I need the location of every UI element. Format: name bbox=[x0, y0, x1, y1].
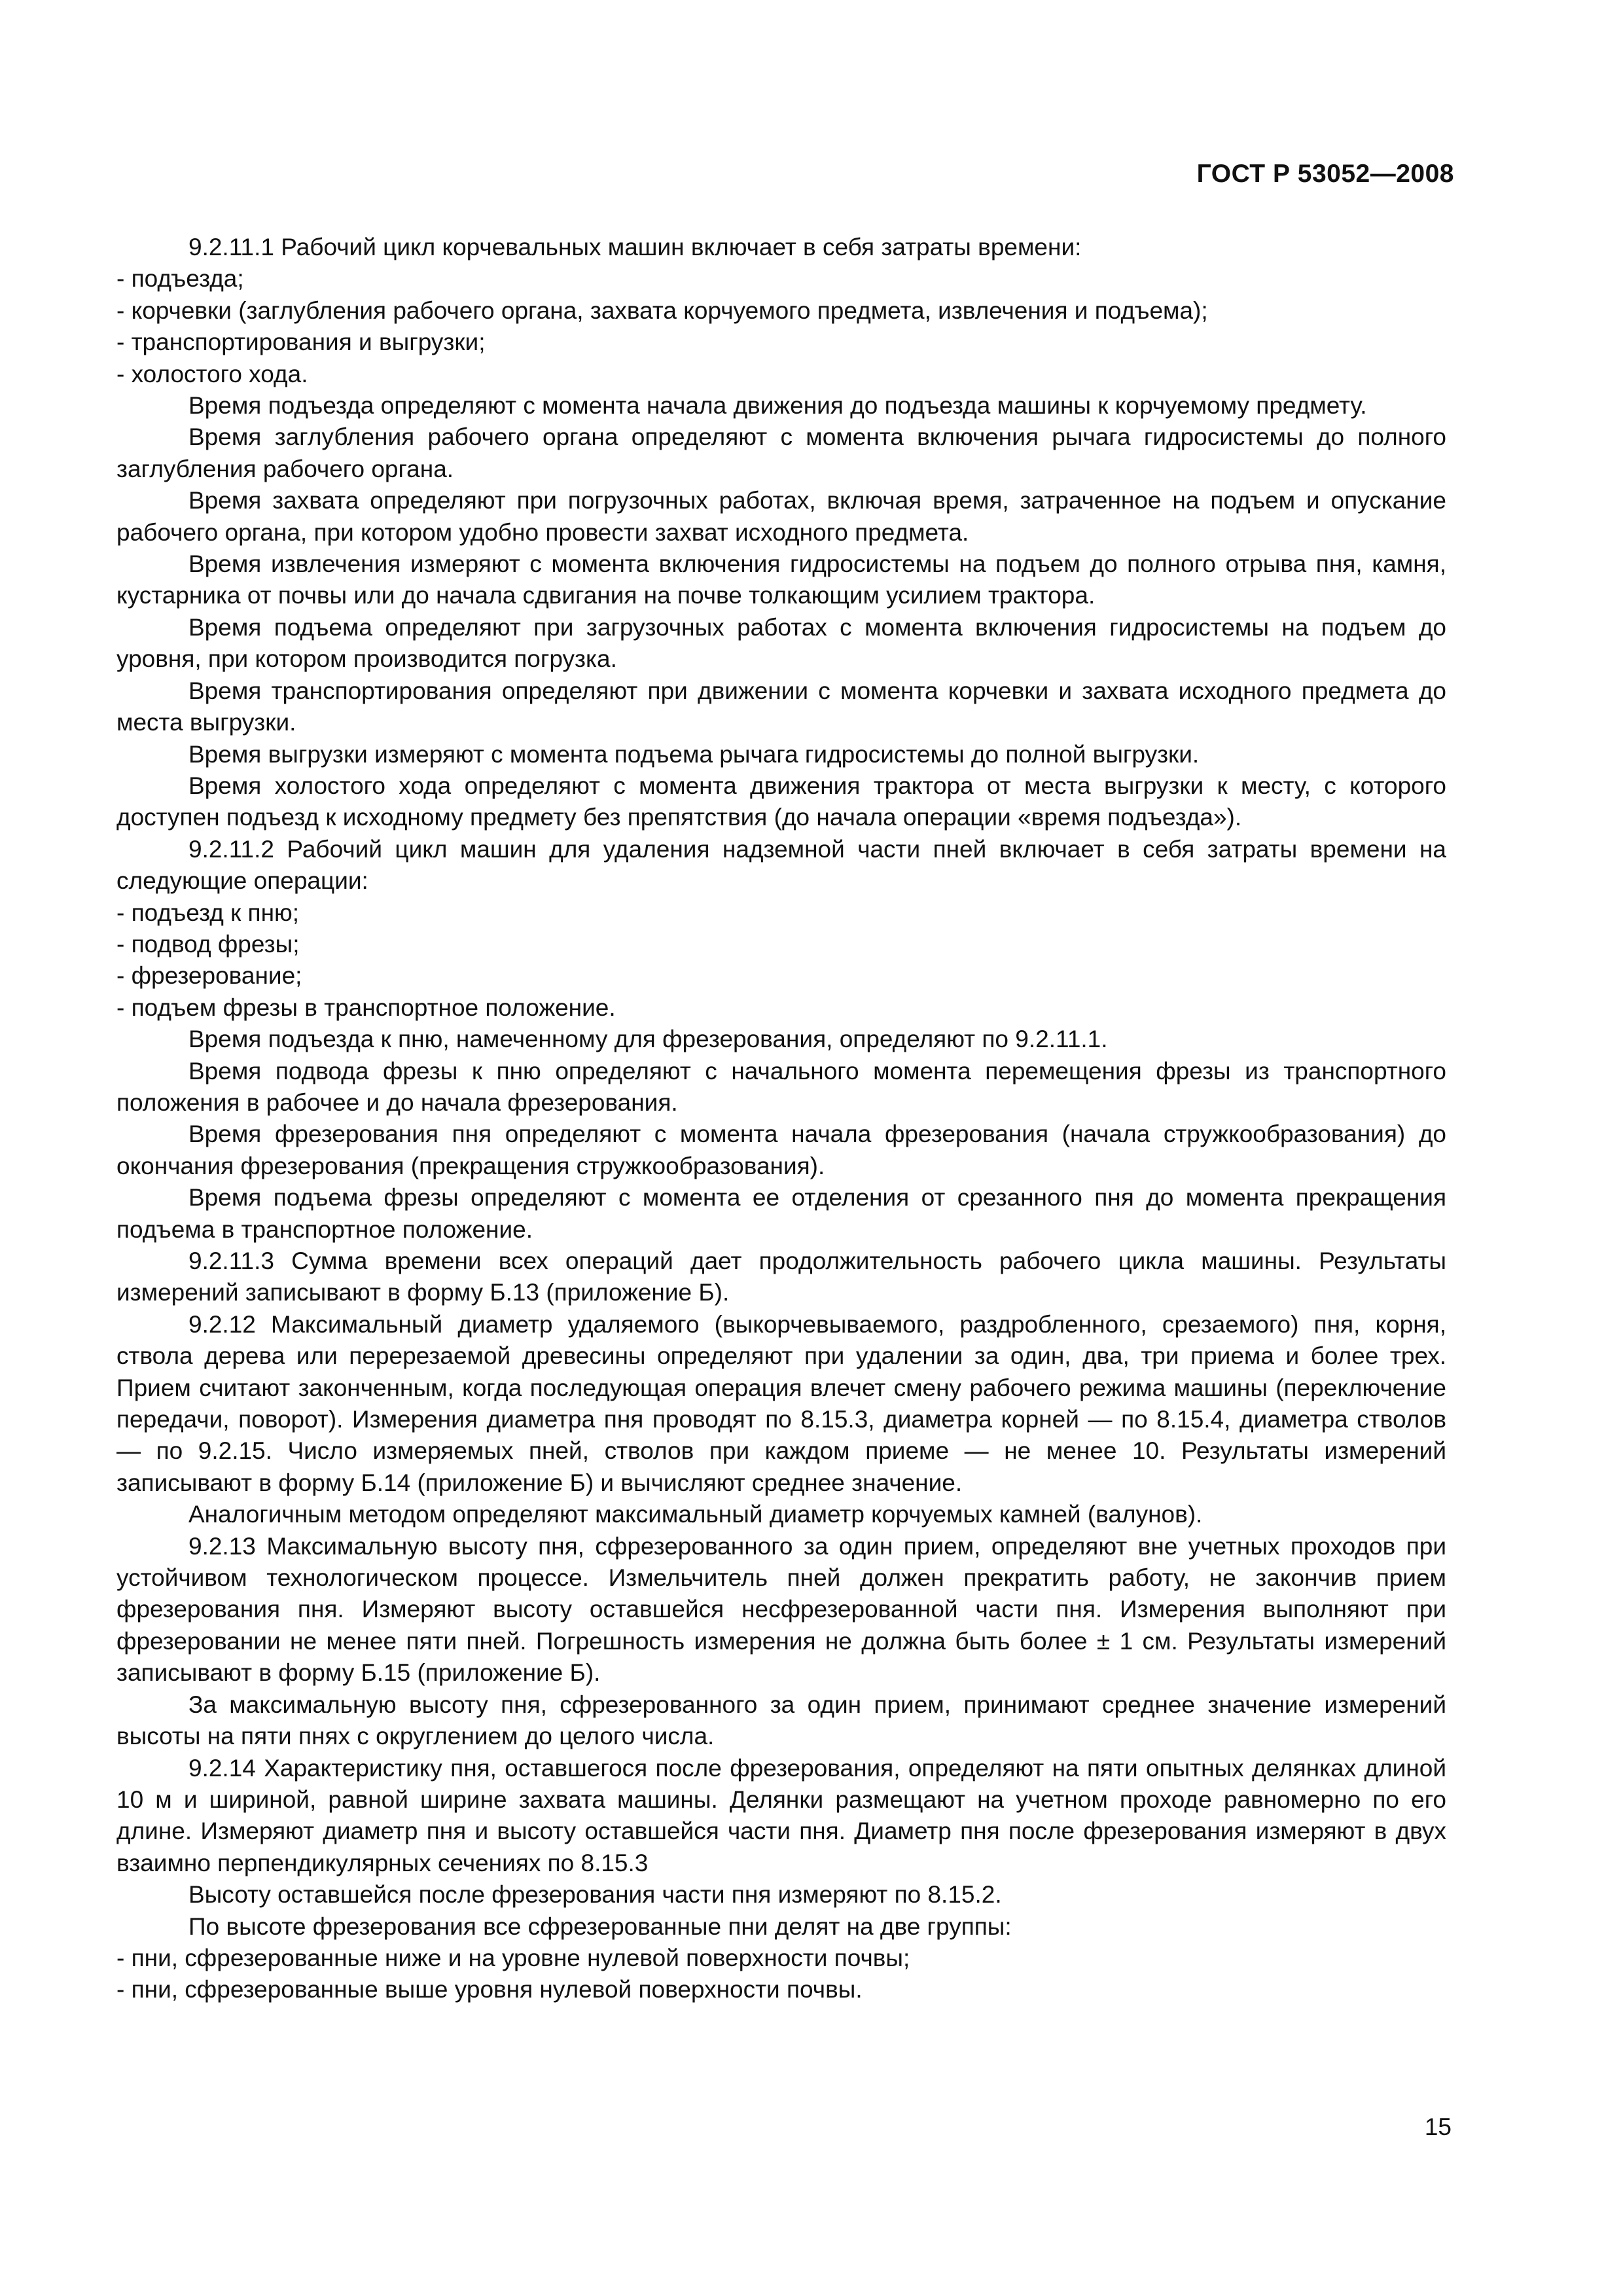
paragraph: 9.2.11.3 Сумма времени всех операций дает продолжительность рабочего цикла машины. Результаты измерений записывают в форму Б.13 (приложение Б). bbox=[116, 1247, 1446, 1306]
paragraph: 9.2.11.1 Рабочий цикл корчевальных машин включает в себя затраты времени: bbox=[188, 234, 1082, 260]
paragraph: Время подъема фрезы определяют с момента ее отделения от срезанного пня до момента прекращения подъема в транспортное положение. bbox=[116, 1184, 1446, 1243]
paragraph: Время захвата определяют при погрузочных работах, включая время, затраченное на подъем и опускание рабочего органа, при котором удобно провести захват исходного предмета. bbox=[116, 487, 1446, 546]
paragraph: Время подъезда определяют с момента начала движения до подъезда машины к корчуемому предмету. bbox=[188, 392, 1367, 420]
paragraph: По высоте фрезерования все сфрезерованные пни делят на две группы: bbox=[188, 1912, 1012, 1940]
paragraph: Высоту оставшейся после фрезерования части пня измеряют по 8.15.2. bbox=[188, 1881, 1002, 1909]
paragraph: Время фрезерования пня определяют с момента начала фрезерования (начала стружкообразования) до окончания фрезерования (прекращения стружкообразования). bbox=[116, 1121, 1446, 1179]
list-item: - транспортирования и выгрузки; bbox=[116, 329, 486, 356]
paragraph: 9.2.14 Характеристику пня, оставшегося после фрезерования, определяют на пяти опытных делянках длиной 10 м и шириной, равной ширине захвата машины. Делянки размещают на учетном проходе равномерно по его длине. Измеряют диаметр пня и высоту оставшейся части пня. Диаметр пня после фрезерования измеряют в двух взаимно перпендикулярных сечениях по 8.15.3 bbox=[116, 1754, 1446, 1876]
paragraph: Время извлечения измеряют с момента включения гидросистемы на подъем до полного отрыва пня, камня, кустарника от почвы или до начала сдвигания на почве толкающим усилием трактора. bbox=[116, 550, 1446, 609]
paragraph: Время холостого хода определяют с момента движения трактора от места выгрузки к месту, с которого доступен подъезд к исходному предмету без препятствия (до начала операции «время подъезда»). bbox=[116, 772, 1446, 831]
paragraph: 9.2.13 Максимальную высоту пня, сфрезерованного за один прием, определяют вне учетных проходов при устойчивом технологическом процессе. Измельчитель пней должен прекратить работу, не закончив прием фрезерования пня. Измеряют высоту оставшейся несфрезерованной части пня. Измерения выполняют при фрезеровании не менее пяти пней. Погрешность измерения не должна быть более ± 1 см. Результаты измерений записывают в форму Б.15 (приложение Б). bbox=[116, 1532, 1446, 1687]
document-header: ГОСТ Р 53052—2008 bbox=[1196, 160, 1454, 188]
list-item: - подъезд к пню; bbox=[116, 899, 300, 926]
paragraph: Время подъема определяют при загрузочных работах с момента включения гидросистемы на подъем до уровня, при котором производится погрузка. bbox=[116, 613, 1446, 673]
list-item: - холостого хода. bbox=[116, 360, 308, 387]
document-body bbox=[116, 232, 1446, 2006]
list-item: - подъем фрезы в транспортное положение. bbox=[116, 994, 616, 1021]
paragraph: 9.2.11.2 Рабочий цикл машин для удаления надземной части пней включает в себя затраты времени на следующие операции: bbox=[116, 835, 1446, 895]
paragraph: Время подъезда к пню, намеченному для фрезерования, определяют по 9.2.11.1. bbox=[188, 1026, 1108, 1053]
list-item: - подвод фрезы; bbox=[116, 930, 300, 958]
list-item: - подъезда; bbox=[116, 265, 244, 293]
paragraph: Время выгрузки измеряют с момента подъема рычага гидросистемы до полной выгрузки. bbox=[188, 740, 1200, 768]
paragraph: Аналогичным методом определяют максимальный диаметр корчуемых камней (валунов). bbox=[188, 1501, 1203, 1528]
list-item: - корчевки (заглубления рабочего органа, захвата корчуемого предмета, извлечения и подъема); bbox=[116, 296, 1208, 324]
paragraph: Время транспортирования определяют при движении с момента корчевки и захвата исходного предмета до места выгрузки. bbox=[116, 677, 1446, 736]
paragraph: Время подвода фрезы к пню определяют с начального момента перемещения фрезы из транспортного положения в рабочее и до начала фрезерования. bbox=[116, 1057, 1446, 1116]
list-item: - пни, сфрезерованные ниже и на уровне нулевой поверхности почвы; bbox=[116, 1944, 910, 1971]
list-item: - фрезерование; bbox=[116, 962, 302, 990]
page-number: 15 bbox=[1424, 2113, 1452, 2140]
list-item: - пни, сфрезерованные выше уровня нулевой поверхности почвы. bbox=[116, 1976, 863, 2003]
paragraph: 9.2.12 Максимальный диаметр удаляемого (выкорчевываемого, раздробленного, срезаемого) пня, корня, ствола дерева или перерезаемой древесины определяют при удалении за один, два, три приема и более трех. Прием считают законченным, когда последующая операция влечет смену рабочего режима машины (переключение передачи, поворот). Измерения диаметра пня проводят по 8.15.3, диаметра корней — по 8.15.4, диаметра стволов — по 9.2.15. Число измеряемых пней, стволов при каждом приеме — не менее 10. Результаты измерений записывают в форму Б.14 (приложение Б) и вычисляют среднее значение. bbox=[116, 1310, 1446, 1496]
paragraph: Время заглубления рабочего органа определяют с момента включения рычага гидросистемы до полного заглубления рабочего органа. bbox=[116, 423, 1446, 482]
paragraph: За максимальную высоту пня, сфрезерованного за один прием, принимают среднее значение измерений высоты на пяти пнях с округлением до целого числа. bbox=[116, 1691, 1446, 1750]
